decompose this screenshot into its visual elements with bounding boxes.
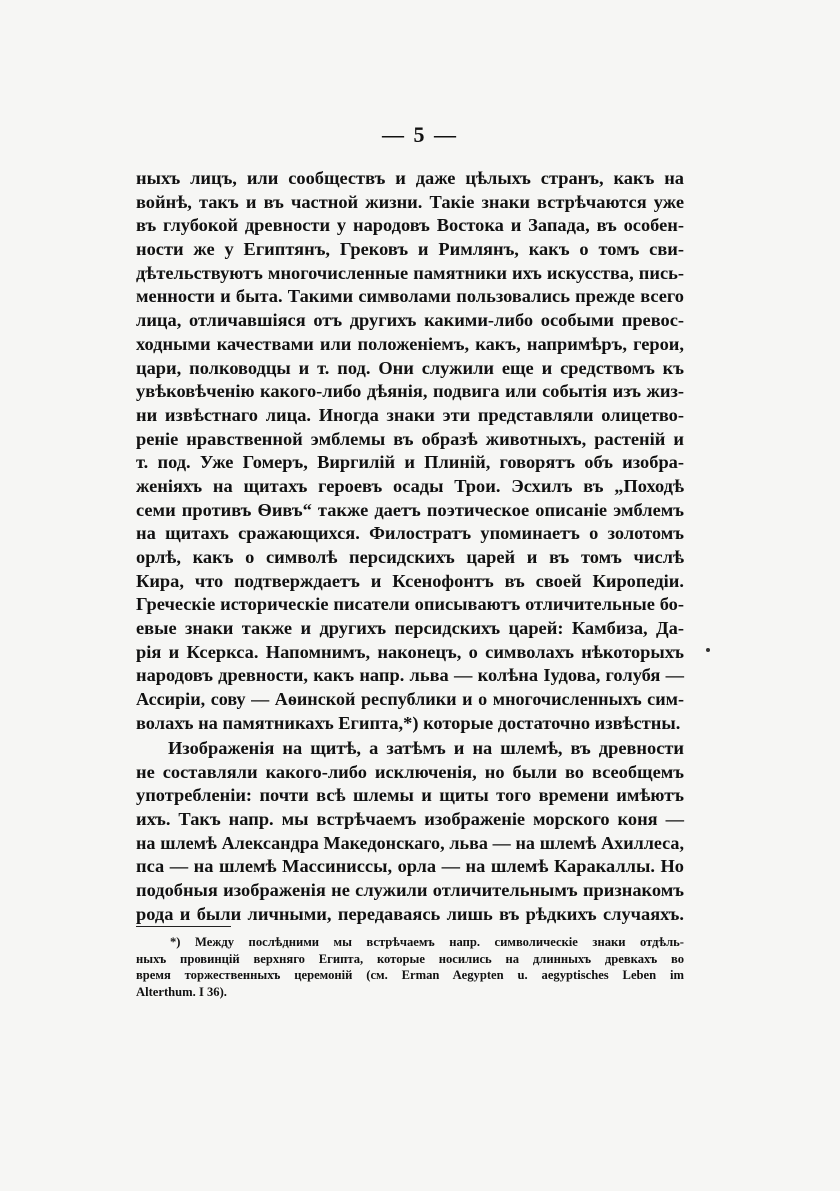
text-line: ности же у Египтянъ, Грековъ и Римлянъ, какъ о томъ сви- bbox=[136, 239, 684, 260]
paragraph-2 bbox=[136, 737, 684, 927]
text-line: Ассиріи, сову — Аѳинской республики и о многочисленныхъ сим- bbox=[136, 689, 684, 710]
text-line: на щитахъ сражающихся. Филостратъ упоминаетъ о золотомъ bbox=[136, 523, 684, 544]
text-line: волахъ на памятникахъ Египта,*) которые достаточно извѣстны. bbox=[136, 712, 681, 733]
footnote-line: время торжественныхъ церемоній (см. Erman Aegypten u. aegyptisches Leben im bbox=[136, 968, 684, 983]
text-line: женіяхъ на щитахъ героевъ осады Трои. Эсхилъ въ „Походѣ bbox=[136, 475, 684, 496]
page-number: — 5 — bbox=[382, 122, 458, 147]
text-line: семи противъ Ѳивъ“ также даетъ поэтическое описаніе эмблемъ bbox=[136, 499, 684, 520]
text-line: цари, полководцы и т. под. Они служили еще и средствомъ къ bbox=[136, 357, 684, 378]
text-line: дѣтельствуютъ многочисленные памятники ихъ искусства, пись- bbox=[136, 262, 684, 283]
text-line: ни извѣстнаго лица. Иногда знаки эти представляли олицетво- bbox=[136, 404, 684, 425]
text-line: рія и Ксеркса. Напомнимъ, наконецъ, о символахъ нѣкоторыхъ bbox=[136, 641, 684, 662]
text-line: ихъ. Такъ напр. мы встрѣчаемъ изображеніе морского коня — bbox=[136, 809, 684, 830]
footnote-line: Alterthum. I 36). bbox=[136, 984, 227, 999]
text-line: увѣковѣченію какого-либо дѣянія, подвига или событія изъ жиз- bbox=[136, 381, 684, 402]
text-line: Греческіе историческіе писатели описываютъ отличительные бо- bbox=[136, 594, 684, 615]
text-line: войнѣ, такъ и въ частной жизни. Такіе знаки встрѣчаются уже bbox=[136, 191, 684, 212]
text-line: евые знаки также и другихъ персидскихъ царей: Камбиза, Да- bbox=[136, 618, 684, 639]
text-line: въ глубокой древности у народовъ Востока и Запада, въ особен- bbox=[136, 215, 684, 236]
text-line: рода и были личными, передаваясь лишь въ рѣдкихъ случаяхъ. bbox=[136, 903, 684, 924]
text-line: реніе нравственной эмблемы въ образѣ животныхъ, растеній и bbox=[136, 428, 684, 449]
text-line: лица, отличавшіяся отъ другихъ какими-либо особыми превос- bbox=[136, 310, 684, 331]
text-line: т. под. Уже Гомеръ, Виргилій и Плиній, говорятъ объ изобра- bbox=[136, 452, 684, 473]
text-line: употребленіи: почти всѣ шлемы и щиты того времени имѣютъ bbox=[136, 785, 684, 806]
text-line: ныхъ лицъ, или сообществъ и даже цѣлыхъ странъ, какъ на bbox=[136, 168, 684, 188]
text-line: Изображенія на щитѣ, а затѣмъ и на шлемѣ, въ древности bbox=[168, 738, 684, 758]
text-line: на шлемѣ Александра Македонскаго, льва — на шлемѣ Ахиллеса, bbox=[136, 832, 684, 853]
footnote-line: *) Между послѣдними мы встрѣчаемъ напр. символическіе знаки отдѣль- bbox=[170, 935, 684, 949]
footnote-line: ныхъ провинцій верхняго Египта, которые носились на длинныхъ древкахъ во bbox=[136, 951, 684, 966]
footnote-divider bbox=[136, 926, 231, 927]
footnote bbox=[136, 934, 684, 1000]
text-line: пса — на шлемѣ Массиниссы, орла — на шлемѣ Каракаллы. Но bbox=[136, 856, 684, 877]
print-speck bbox=[706, 648, 710, 652]
text-line: менности и быта. Такими символами пользовались прежде всего bbox=[136, 286, 684, 307]
text-line: не составляли какого-либо исключенія, но были во всеобщемъ bbox=[136, 761, 684, 782]
text-line: Кира, что подтверждаетъ и Ксенофонтъ въ своей Киропедіи. bbox=[136, 570, 684, 591]
text-line: ходными качествами или положеніемъ, какъ, напримѣръ, герои, bbox=[136, 333, 684, 354]
text-line: орлѣ, какъ о символѣ персидскихъ царей и въ томъ числѣ bbox=[136, 547, 684, 567]
text-line: подобныя изображенія не служили отличительнымъ признакомъ bbox=[136, 880, 684, 901]
text-line: народовъ древности, какъ напр. льва — колѣна Іудова, голубя — bbox=[136, 665, 684, 686]
paragraph-1 bbox=[136, 167, 684, 736]
